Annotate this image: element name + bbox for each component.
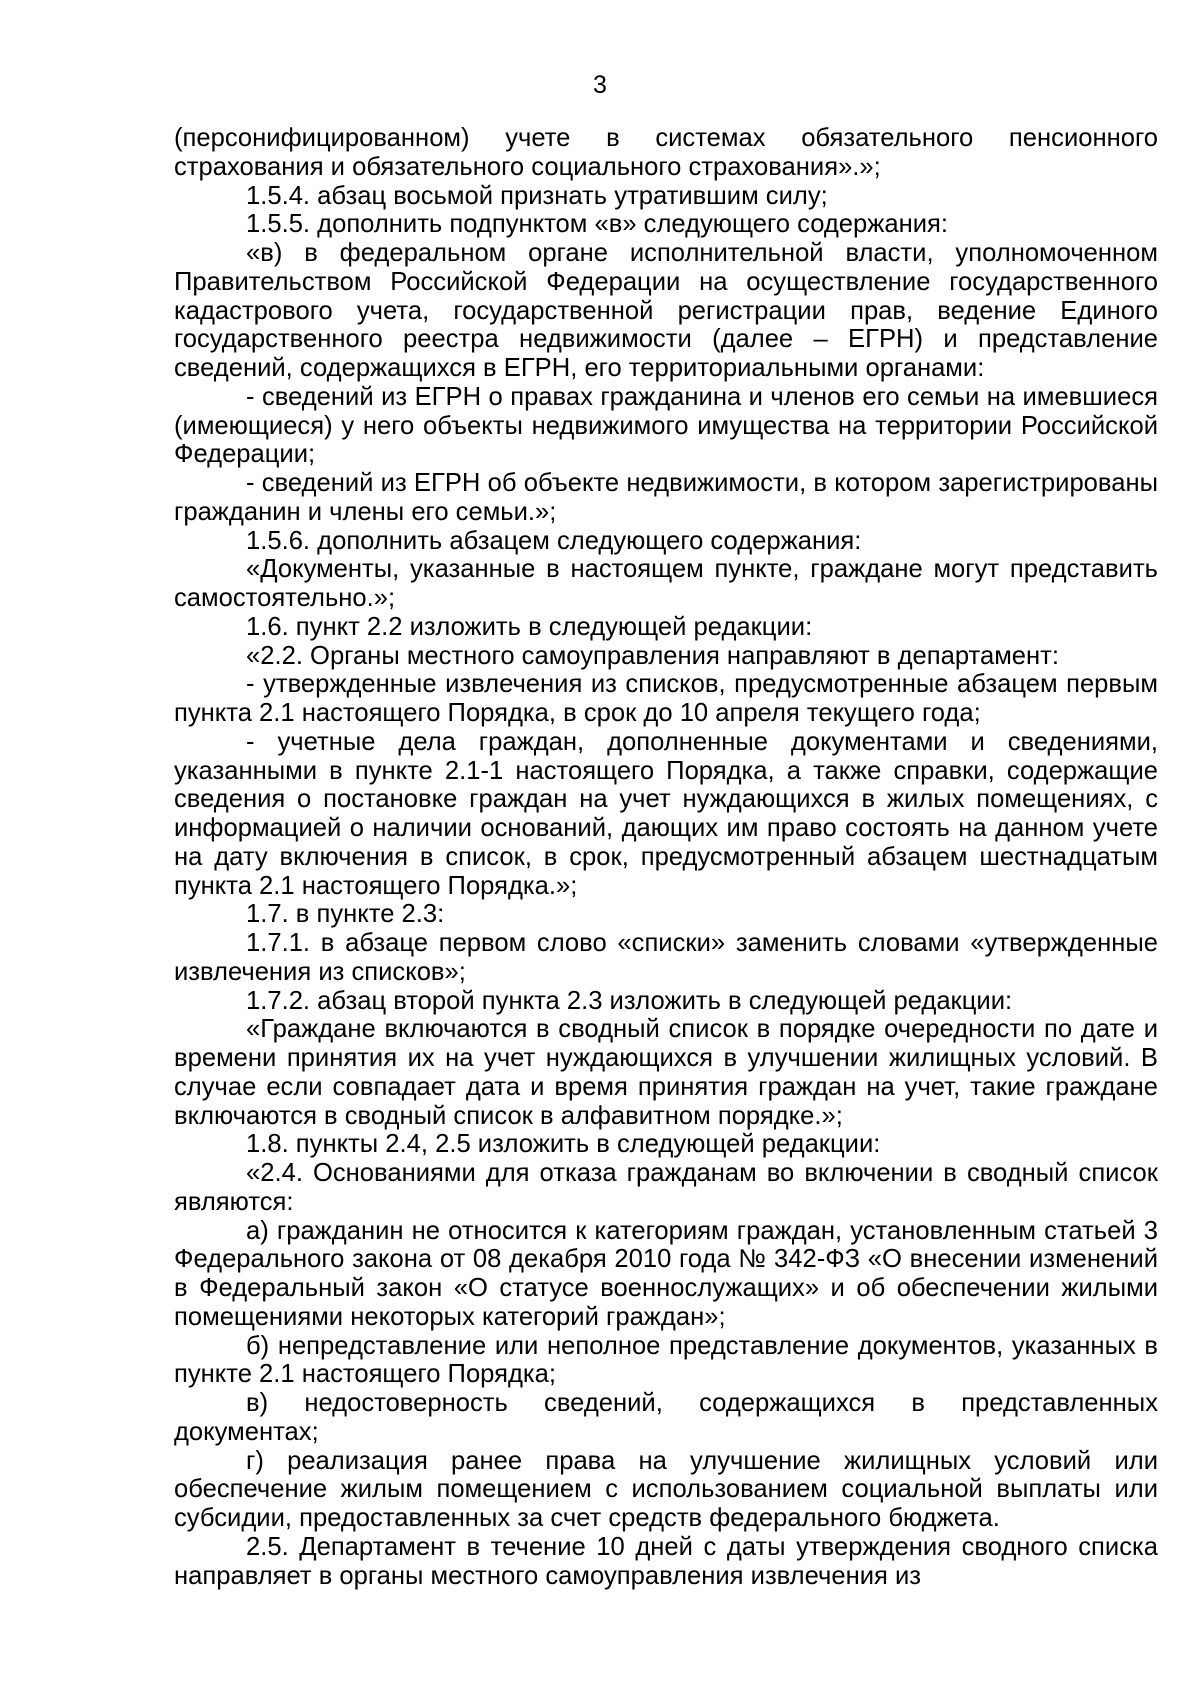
paragraph: б) непредставление или неполное представление документов, указанных в пункте 2.1 настоящего Порядка; — [174, 1331, 1158, 1389]
paragraph: - сведений из ЕГРН об объекте недвижимости, в котором зарегистрированы гражданин и члены его семьи.»; — [174, 469, 1158, 526]
paragraph: «в) в федеральном органе исполнительной власти, уполномоченном Правительством Российской Федерации на осуществление государственного кадастрового учета, государственной регистрации прав, ведение Единого государственного реестра недвижимости (далее – ЕГРН) и представление сведений, содержащихся в ЕГРН, его территориальными органами: — [174, 239, 1158, 382]
paragraph: в) недостоверность сведений, содержащихся в представленных документах; — [174, 1389, 1158, 1446]
paragraph: 1.7. в пункте 2.3: — [246, 900, 445, 929]
paragraph: 2.5. Департамент в течение 10 дней с даты утверждения сводного списка направляет в органы местного самоуправления извлечения из — [174, 1532, 1158, 1590]
paragraph: 1.5.6. дополнить абзацем следующего содержания: — [246, 526, 862, 555]
paragraph: 1.7.1. в абзаце первом слово «списки» заменить словами «утвержденные извлечения из списков»; — [174, 929, 1158, 986]
paragraph: (персонифицированном) учете в системах обязательного пенсионного страхования и обязательного социального страхования».»; — [174, 124, 1158, 181]
paragraph: 1.7.2. абзац второй пункта 2.3 изложить в следующей редакции: — [246, 986, 1013, 1015]
document-body — [174, 124, 1158, 1590]
paragraph: 1.5.4. абзац восьмой признать утратившим силу; — [246, 181, 828, 210]
paragraph: - утвержденные извлечения из списков, предусмотренные абзацем первым пункта 2.1 настоящего Порядка, в срок до 10 апреля текущего года; — [174, 670, 1158, 727]
paragraph: 1.8. пункты 2.4, 2.5 изложить в следующей редакции: — [246, 1130, 881, 1159]
paragraph: а) гражданин не относится к категориям граждан, установленным статьей 3 Федерального закона от 08 декабря 2010 года № 342-ФЗ «О внесении изменений в Федеральный закон «О статусе военнослужащих» и об обеспечении жилыми помещениями некоторых категорий граждан»; — [174, 1216, 1158, 1331]
paragraph: г) реализация ранее права на улучшение жилищных условий или обеспечение жилым помещением с использованием социальной выплаты или субсидии, предоставленных за счет средств федерального бюджета. — [174, 1446, 1158, 1532]
paragraph: «Документы, указанные в настоящем пункте, граждане могут представить самостоятельно.»; — [174, 555, 1158, 612]
paragraph: «Граждане включаются в сводный список в порядке очередности по дате и времени принятия их на учет нуждающихся в улучшении жилищных условий. В случае если совпадает дата и время принятия граждан на учет, такие граждане включаются в сводный список в алфавитном порядке.»; — [174, 1015, 1158, 1130]
paragraph: 1.5.5. дополнить подпунктом «в» следующего содержания: — [246, 210, 949, 239]
paragraph: 1.6. пункт 2.2 изложить в следующей редакции: — [246, 612, 813, 641]
paragraph: - сведений из ЕГРН о правах гражданина и членов его семьи на имевшиеся (имеющиеся) у него объекты недвижимого имущества на территории Российской Федерации; — [174, 382, 1158, 469]
paragraph: «2.4. Основаниями для отказа гражданам во включении в сводный список являются: — [174, 1159, 1158, 1216]
paragraph: - учетные дела граждан, дополненные документами и сведениями, указанными в пункте 2.1-1 настоящего Порядка, а также справки, содержащие сведения о постановке граждан на учет нуждающихся в жилых помещениях, с информацией о наличии оснований, дающих им право состоять на данном учете на дату включения в список, в срок, предусмотренный абзацем шестнадцатым пункта 2.1 настоящего Порядка.»; — [174, 727, 1158, 900]
paragraph: «2.2. Органы местного самоуправления направляют в департамент: — [246, 641, 1060, 670]
page-number: 3 — [593, 71, 607, 99]
